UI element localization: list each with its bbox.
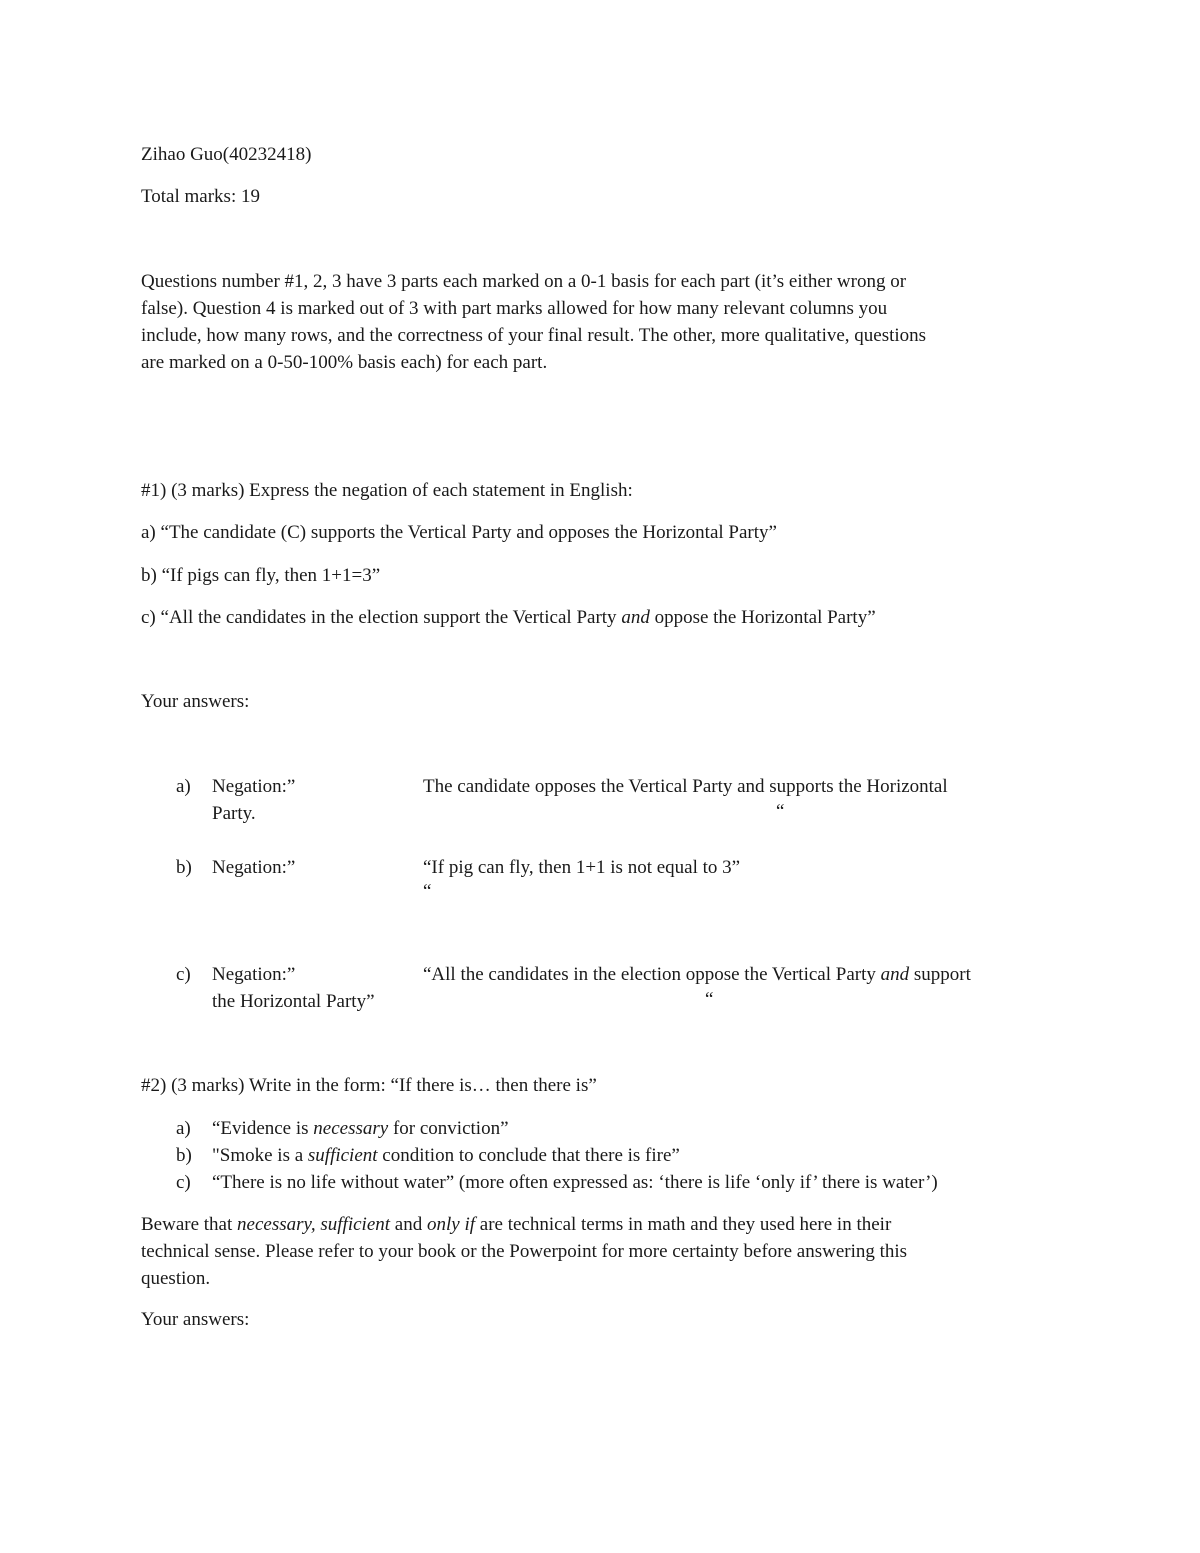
answer-a-quote-mark: “ [776,801,785,822]
answer-a-text: The candidate opposes the Vertical Party and supports the Horizontal [423,776,948,797]
q2-beware-em2: only if [426,1214,476,1235]
q2-part-b-pre: "Smoke is a [212,1145,308,1166]
instructions-line-4: are marked on a 0-50-100% basis each) for each part. [141,352,548,373]
answer-c-text-pre: “All the candidates in the election oppose the Vertical Party [423,964,881,985]
student-name: Zihao Guo(40232418) [141,144,312,165]
q2-part-b-marker: b) [176,1145,192,1166]
q1-part-a: a) “The candidate (C) supports the Vertical Party and opposes the Horizontal Party” [141,522,777,543]
answer-c-quote-mark: “ [705,989,714,1010]
q2-part-b-post: condition to conclude that there is fire” [377,1145,680,1166]
q1-your-answers: Your answers: [141,691,250,712]
q2-beware-post: are technical terms in math and they used here in their [475,1214,892,1235]
q2-part-a [212,1115,509,1142]
answer-c-text-post: support [909,964,971,985]
answer-b-label: Negation:” [212,857,296,878]
answer-c-marker: c) [176,964,191,985]
answer-c-label: Negation:” [212,964,296,985]
q2-part-a-marker: a) [176,1118,191,1139]
q1-part-c-pre: c) “All the candidates in the election support the Vertical Party [141,607,622,628]
answer-c-continuation: the Horizontal Party” [212,991,375,1012]
answer-b-marker: b) [176,857,192,878]
q2-beware-mid: and [390,1214,427,1235]
q2-beware-em1: necessary, sufficient [237,1214,391,1235]
q2-your-answers: Your answers: [141,1309,250,1330]
q1-part-c [141,604,876,631]
answer-a-marker: a) [176,776,191,797]
q1-part-b: b) “If pigs can fly, then 1+1=3” [141,565,381,586]
q2-title: #2) (3 marks) Write in the form: “If there is… then there is” [141,1075,597,1096]
answer-b-quote-mark: “ [423,881,432,902]
total-marks: Total marks: 19 [141,186,260,207]
q2-part-a-post: for conviction” [388,1118,509,1139]
q2-part-a-em: necessary [313,1118,389,1139]
q2-beware-pre: Beware that [141,1214,238,1235]
q2-beware-line-1 [141,1211,891,1238]
instructions-line-1: Questions number #1, 2, 3 have 3 parts each marked on a 0-1 basis for each part (it’s either wrong or [141,271,907,292]
answer-a-label: Negation:” [212,776,296,797]
answer-a-continuation: Party. [212,803,256,824]
q2-part-b-em: sufficient [307,1145,378,1166]
answer-b-text: “If pig can fly, then 1+1 is not equal to 3” [423,857,741,878]
q1-title: #1) (3 marks) Express the negation of each statement in English: [141,480,633,501]
answer-c-text-em: and [880,964,910,985]
instructions-line-3: include, how many rows, and the correctness of your final result. The other, more qualitative, questions [141,325,927,346]
q2-beware-line-3: question. [141,1268,211,1289]
q1-part-c-post: oppose the Horizontal Party” [649,607,876,628]
q2-part-c-marker: c) [176,1172,191,1193]
q2-part-a-pre: “Evidence is [212,1118,314,1139]
answer-c-text [423,961,971,988]
q2-part-b [212,1142,680,1169]
q2-part-c: “There is no life without water” (more often expressed as: ‘there is life ‘only if’ there is water’) [212,1172,938,1193]
q1-part-c-em: and [621,607,650,628]
q2-beware-line-2: technical sense. Please refer to your book or the Powerpoint for more certainty before answering this [141,1241,908,1262]
instructions-line-2: false). Question 4 is marked out of 3 with part marks allowed for how many relevant columns you [141,298,888,319]
